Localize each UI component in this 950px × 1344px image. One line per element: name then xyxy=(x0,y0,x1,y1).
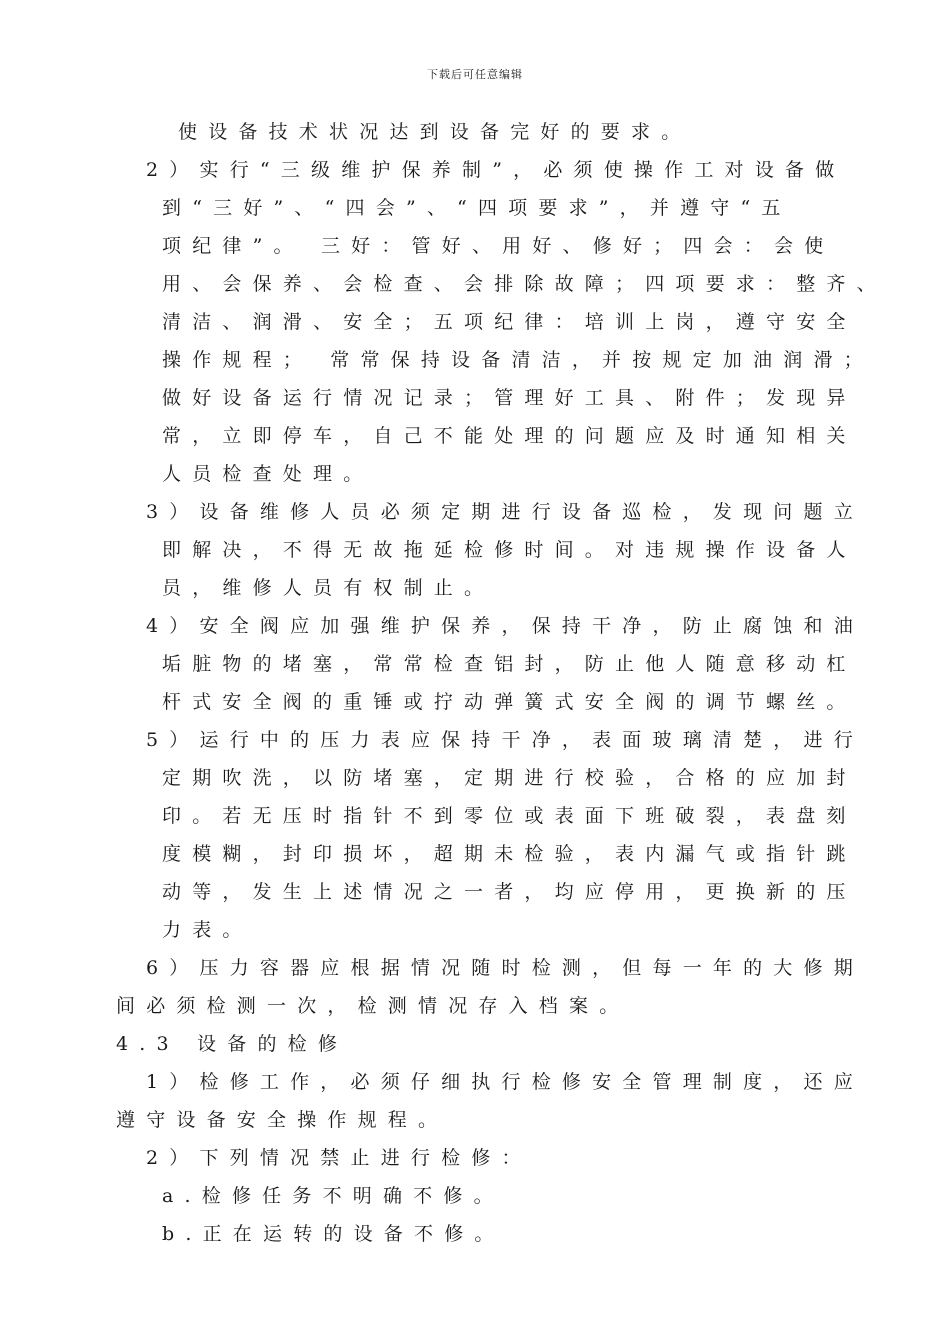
text-line: 清洁、润滑、安全；五项纪律：培训上岗，遵守安全 xyxy=(162,311,857,333)
text-line: 常，立即停车，自己不能处理的问题应及时通知相关 xyxy=(162,425,857,447)
text-line: 4）安全阀应加强维护保养，保持干净，防止腐蚀和油 xyxy=(146,615,864,637)
text-line: 度模糊，封印损坏，超期未检验，表内漏气或指针跳 xyxy=(162,843,857,865)
text-line: 用、会保养、会检查、会排除故障；四项要求：整齐、 xyxy=(162,273,887,295)
text-line: 6）压力容器应根据情况随时检测，但每一年的大修期 xyxy=(146,957,864,979)
text-line: 遵守设备安全操作规程。 xyxy=(116,1109,449,1131)
text-line: 力表。 xyxy=(162,919,253,941)
text-line: 动等，发生上述情况之一者，均应停用，更换新的压 xyxy=(162,881,857,903)
text-line: 项纪律”。 三好：管好、用好、修好；四会：会使 xyxy=(162,235,835,257)
list-item: b.正在运转的设备不修。 xyxy=(162,1223,505,1245)
text-line: 2）实行“三级维护保养制”，必须使操作工对设备做 xyxy=(146,159,846,181)
page-header: 下载后可任意编辑 xyxy=(427,68,523,81)
text-line: 做好设备运行情况记录；管理好工具、附件；发现异 xyxy=(162,387,857,409)
text-line: 垢脏物的堵塞，常常检查铝封，防止他人随意移动杠 xyxy=(162,653,857,675)
text-line: 杆式安全阀的重锤或拧动弹簧式安全阀的调节螺丝。 xyxy=(162,691,857,713)
text-line: 间必须检测一次，检测情况存入档案。 xyxy=(116,995,630,1017)
text-line: 2）下列情况禁止进行检修： xyxy=(146,1147,532,1169)
text-line: 使设备技术状况达到设备完好的要求。 xyxy=(178,121,692,143)
text-line: 定期吹洗，以防堵塞，定期进行校验，合格的应加封 xyxy=(162,767,857,789)
text-line: 即解决，不得无故拖延检修时间。对违规操作设备人 xyxy=(162,539,857,561)
section-heading: 4.3 设备的检修 xyxy=(116,1033,349,1055)
text-line: 操作规程； 常常保持设备清洁，并按规定加油润滑； xyxy=(162,349,874,371)
text-line: 1）检修工作，必须仔细执行检修安全管理制度，还应 xyxy=(146,1071,864,1093)
text-line: 人员检查处理。 xyxy=(162,463,374,485)
text-line: 5）运行中的压力表应保持干净，表面玻璃清楚，进行 xyxy=(146,729,864,751)
text-line: 印。若无压时指针不到零位或表面下班破裂，表盘刻 xyxy=(162,805,857,827)
text-line: 到“三好”、“四会”、“四项要求”，并遵守“五 xyxy=(162,197,792,219)
text-line: 员，维修人员有权制止。 xyxy=(162,577,495,599)
text-line: 3）设备维修人员必须定期进行设备巡检，发现问题立 xyxy=(146,501,864,523)
list-item: a.检修任务不明确不修。 xyxy=(162,1185,504,1207)
